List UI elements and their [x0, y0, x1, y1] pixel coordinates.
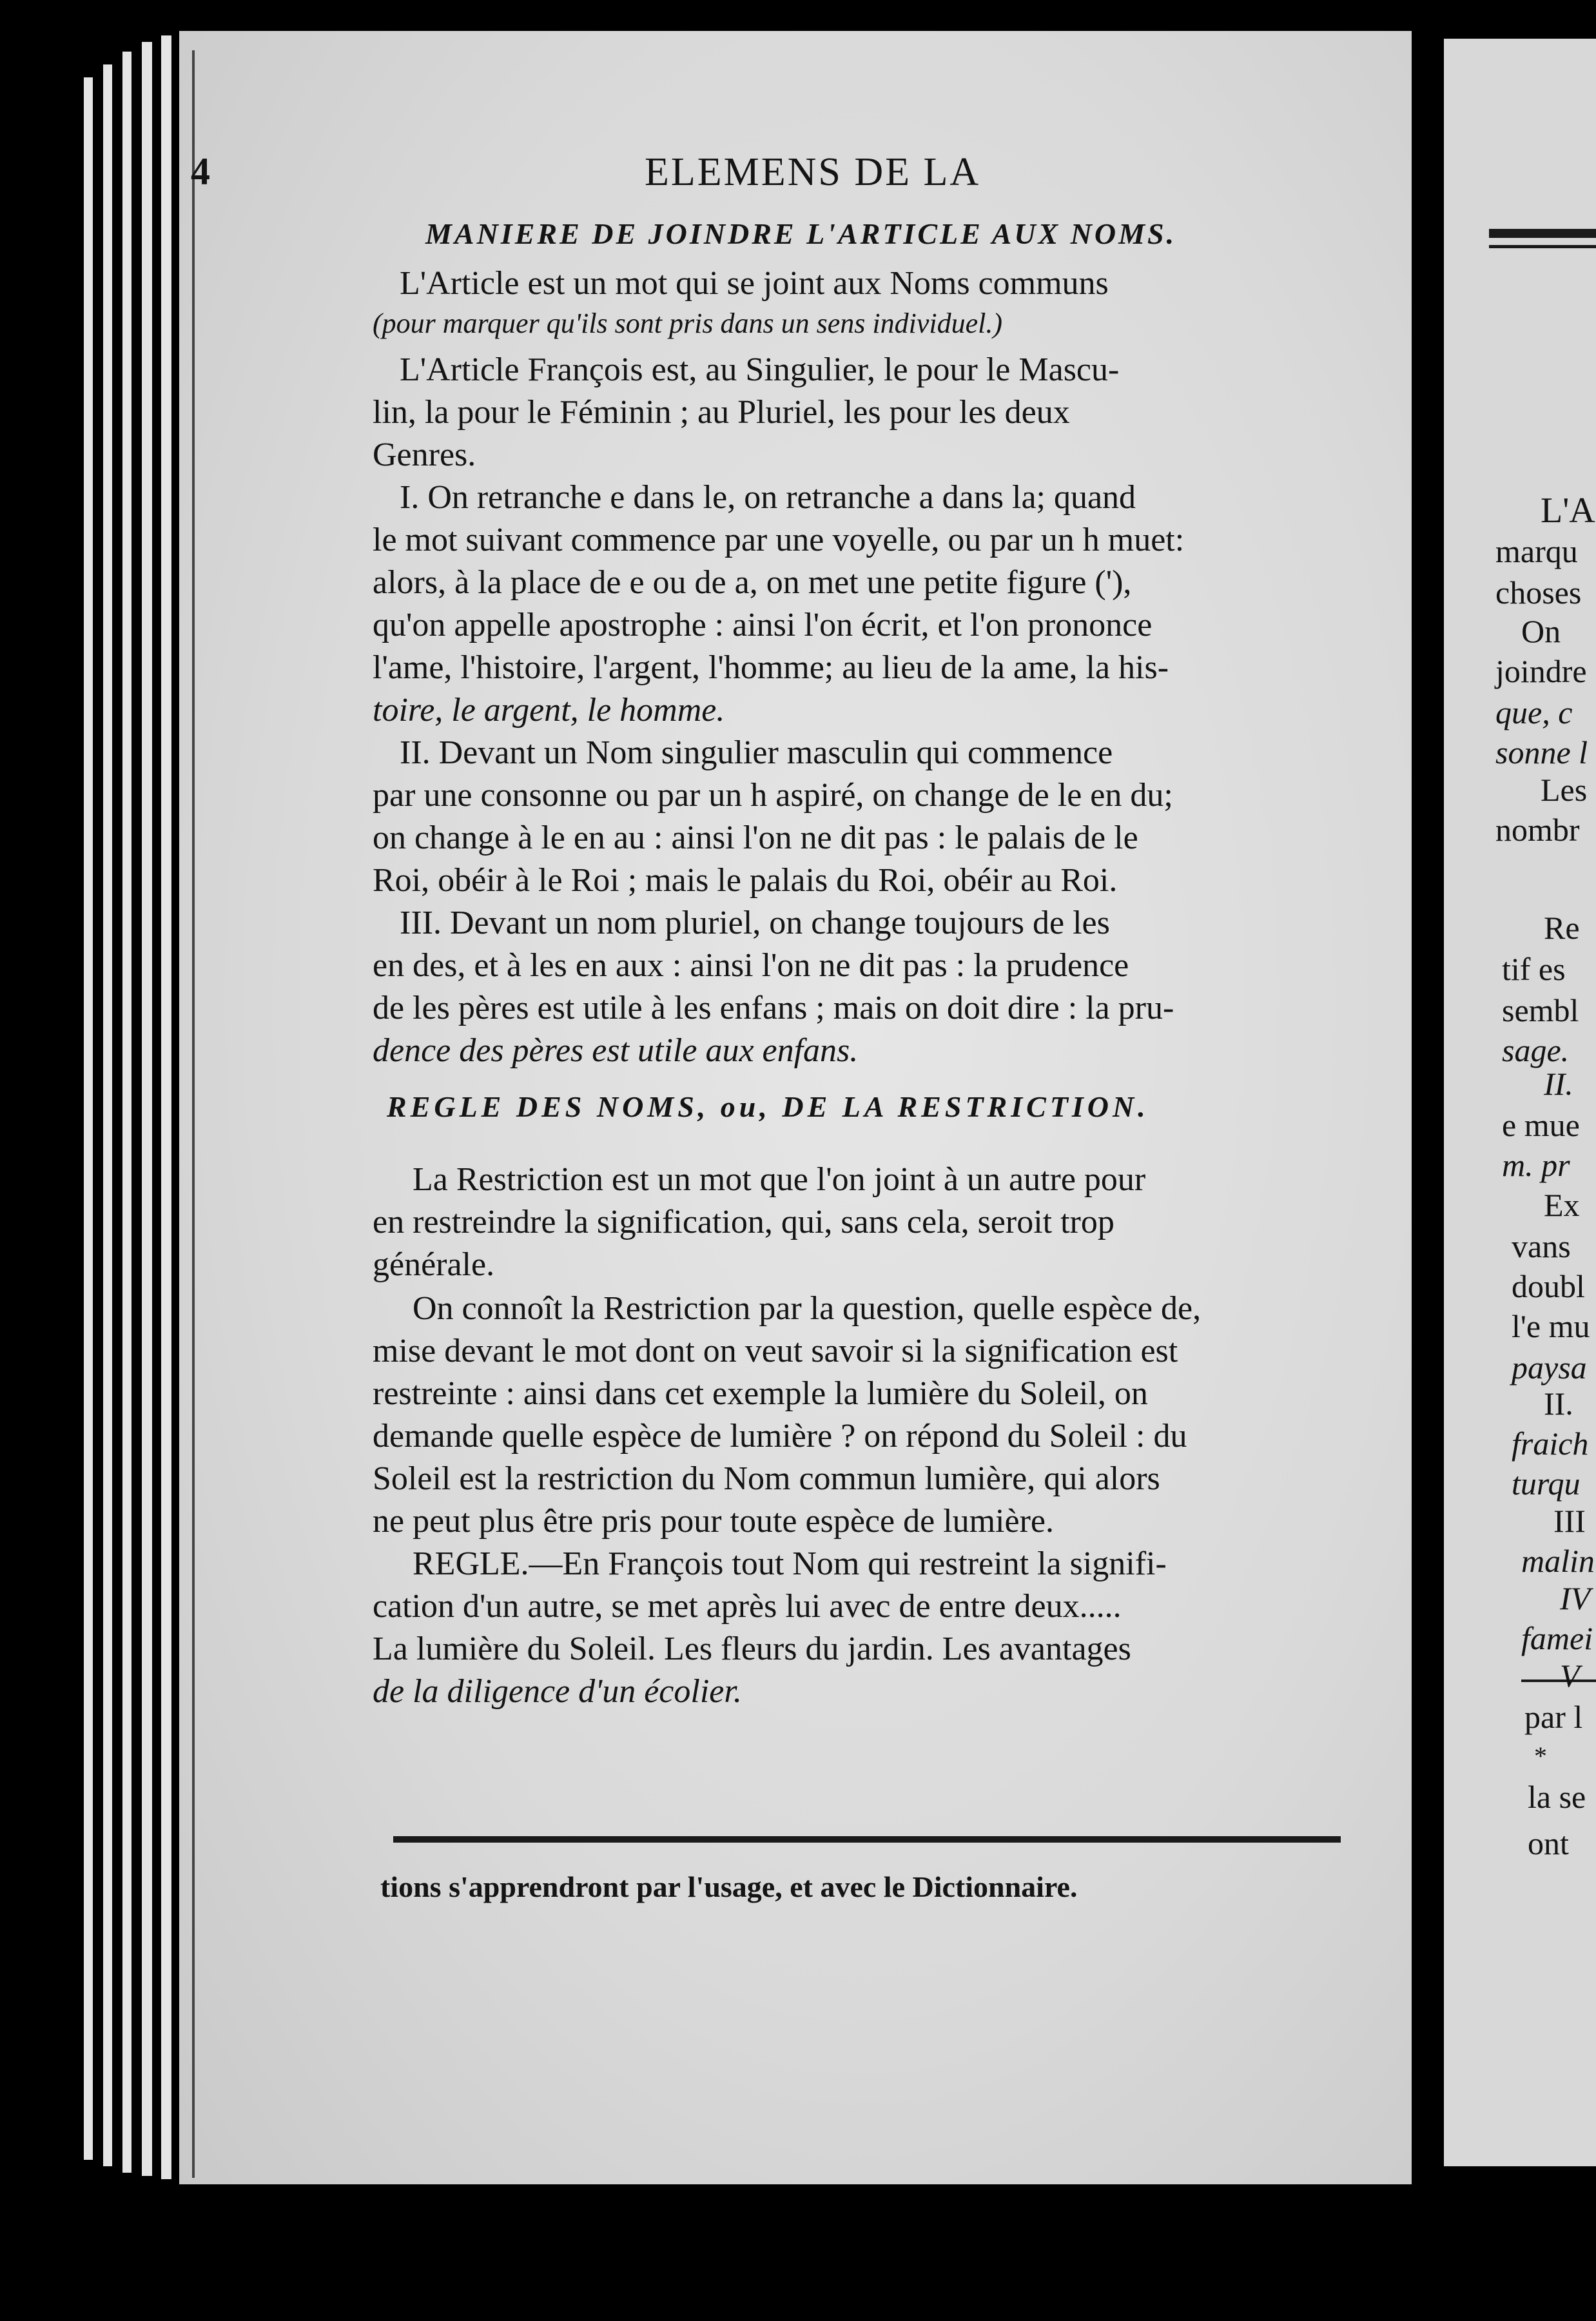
text-line: en restreindre la signification, qui, sans cela, seroit trop	[373, 1204, 1114, 1240]
footnote-rule	[393, 1836, 1341, 1843]
running-head: ELEMENS DE LA	[645, 150, 981, 194]
right-page-fragment: IV	[1560, 1580, 1591, 1616]
right-page	[1444, 39, 1596, 2166]
text-line: Roi, obéir à le Roi ; mais le palais du Roi, obéir au Roi.	[373, 862, 1118, 899]
text-line: alors, à la place de e ou de a, on met une petite figure ('),	[373, 564, 1132, 601]
right-page-fragment: ont	[1528, 1825, 1569, 1861]
text-line: Genres.	[373, 436, 476, 473]
right-page-fragment: par l	[1524, 1699, 1583, 1735]
right-page-fragment: joindre	[1495, 653, 1587, 689]
page-number: 4	[191, 150, 210, 193]
book-gutter	[1412, 26, 1444, 2192]
right-page-fragment: L'A	[1541, 491, 1595, 531]
right-page-fragment: V	[1560, 1658, 1580, 1694]
text-line: cation d'un autre, se met après lui avec de entre deux.....	[373, 1588, 1122, 1625]
text-line: La Restriction est un mot que l'on joint à un autre pour	[413, 1161, 1146, 1198]
text-line: ne peut plus être pris pour toute espèce de lumière.	[373, 1503, 1054, 1540]
text-line: en des, et à les en aux : ainsi l'on ne dit pas : la prudence	[373, 947, 1129, 984]
text-line: par une consonne ou par un h aspiré, on change de le en du;	[373, 777, 1173, 814]
text-line: générale.	[373, 1246, 495, 1283]
right-page-fragment: On	[1521, 613, 1561, 649]
right-page-fragment: paysa	[1512, 1349, 1587, 1386]
text-line: le mot suivant commence par une voyelle, ou par un h muet:	[373, 522, 1185, 558]
text-line: II. Devant un Nom singulier masculin qui commence	[400, 734, 1113, 771]
right-page-fragment: turqu	[1512, 1465, 1581, 1502]
text-line: (pour marquer qu'ils sont pris dans un sens individuel.)	[373, 308, 1003, 339]
text-line: qu'on appelle apostrophe : ainsi l'on écrit, et l'on prononce	[373, 607, 1153, 643]
right-page-rule	[1489, 245, 1596, 248]
text-line: de la diligence d'un écolier.	[373, 1673, 742, 1710]
text-line: demande quelle espèce de lumière ? on répond du Soleil : du	[373, 1418, 1187, 1454]
right-page-fragment: II.	[1544, 1066, 1573, 1102]
right-page-fragment: sage.	[1502, 1032, 1570, 1068]
right-page-fragment: m. pr	[1502, 1147, 1570, 1183]
text-line: La lumière du Soleil. Les fleurs du jardin. Les avantages	[373, 1631, 1131, 1667]
section-heading-article: MANIERE DE JOINDRE L'ARTICLE AUX NOMS.	[425, 217, 1177, 250]
text-line: lin, la pour le Féminin ; au Pluriel, les pour les deux	[373, 394, 1070, 431]
right-page-fragment: sonne l	[1495, 734, 1588, 770]
footnote-text: tions s'apprendront par l'usage, et avec le Dictionnaire.	[380, 1870, 1078, 1903]
right-page-rule	[1489, 229, 1596, 238]
right-page-fragment: nombr	[1495, 812, 1580, 848]
text-line: On connoît la Restriction par la question, quelle espèce de,	[413, 1290, 1202, 1327]
right-page-fragment: sembl	[1502, 992, 1579, 1028]
right-page-fragment: marqu	[1495, 533, 1578, 569]
page-edge	[103, 64, 112, 2166]
right-page-fragment: famei	[1521, 1620, 1593, 1656]
text-line: REGLE.—En François tout Nom qui restreint la signifi-	[413, 1545, 1167, 1582]
right-page-fragment: Les	[1541, 772, 1588, 808]
right-page-fragment: Ex	[1544, 1187, 1580, 1223]
page-edge	[84, 77, 93, 2160]
right-page-fragment: l'e mu	[1512, 1308, 1590, 1344]
text-line: I. On retranche e dans le, on retranche a dans la; quand	[400, 479, 1136, 516]
text-line: restreinte : ainsi dans cet exemple la lumière du Soleil, on	[373, 1375, 1148, 1412]
section-heading-restriction: REGLE DES NOMS, ou, DE LA RESTRICTION.	[387, 1090, 1149, 1123]
text-line: de les pères est utile à les enfans ; mais on doit dire : la pru-	[373, 990, 1174, 1026]
page-edge	[142, 42, 152, 2176]
right-page-rule	[1521, 1680, 1596, 1682]
text-line: L'Article François est, au Singulier, le pour le Mascu-	[400, 351, 1120, 388]
right-page-fragment: malin	[1521, 1543, 1595, 1579]
text-line: Soleil est la restriction du Nom commun lumière, qui alors	[373, 1460, 1160, 1497]
text-line: L'Article est un mot qui se joint aux Noms communs	[400, 265, 1109, 302]
right-page-fragment: fraich	[1512, 1425, 1589, 1462]
text-line: l'ame, l'histoire, l'argent, l'homme; au lieu de la ame, la his-	[373, 649, 1169, 686]
text-line: III. Devant un nom pluriel, on change toujours de les	[400, 905, 1110, 941]
right-page-fragment: vans	[1512, 1228, 1571, 1264]
text-line: mise devant le mot dont on veut savoir si la signification est	[373, 1333, 1178, 1369]
text-line: dence des pères est utile aux enfans.	[373, 1032, 859, 1069]
page-edge	[122, 52, 131, 2173]
text-line: toire, le argent, le homme.	[373, 692, 725, 729]
right-page-fragment: choses	[1495, 574, 1582, 611]
right-page-fragment: *	[1534, 1741, 1547, 1770]
right-page-fragment: la se	[1528, 1779, 1586, 1815]
right-page-fragment: Re	[1544, 910, 1580, 946]
page-border-line	[192, 50, 195, 2178]
right-page-fragment: III	[1553, 1503, 1586, 1539]
right-page-fragment: doubl	[1512, 1268, 1585, 1304]
right-page-fragment: tif es	[1502, 951, 1566, 987]
right-page-fragment: que, c	[1495, 694, 1573, 730]
page-edge	[161, 35, 171, 2179]
right-page-fragment: II.	[1544, 1386, 1573, 1422]
right-page-fragment: e mue	[1502, 1107, 1580, 1143]
text-line: on change à le en au : ainsi l'on ne dit pas : le palais de le	[373, 819, 1138, 856]
